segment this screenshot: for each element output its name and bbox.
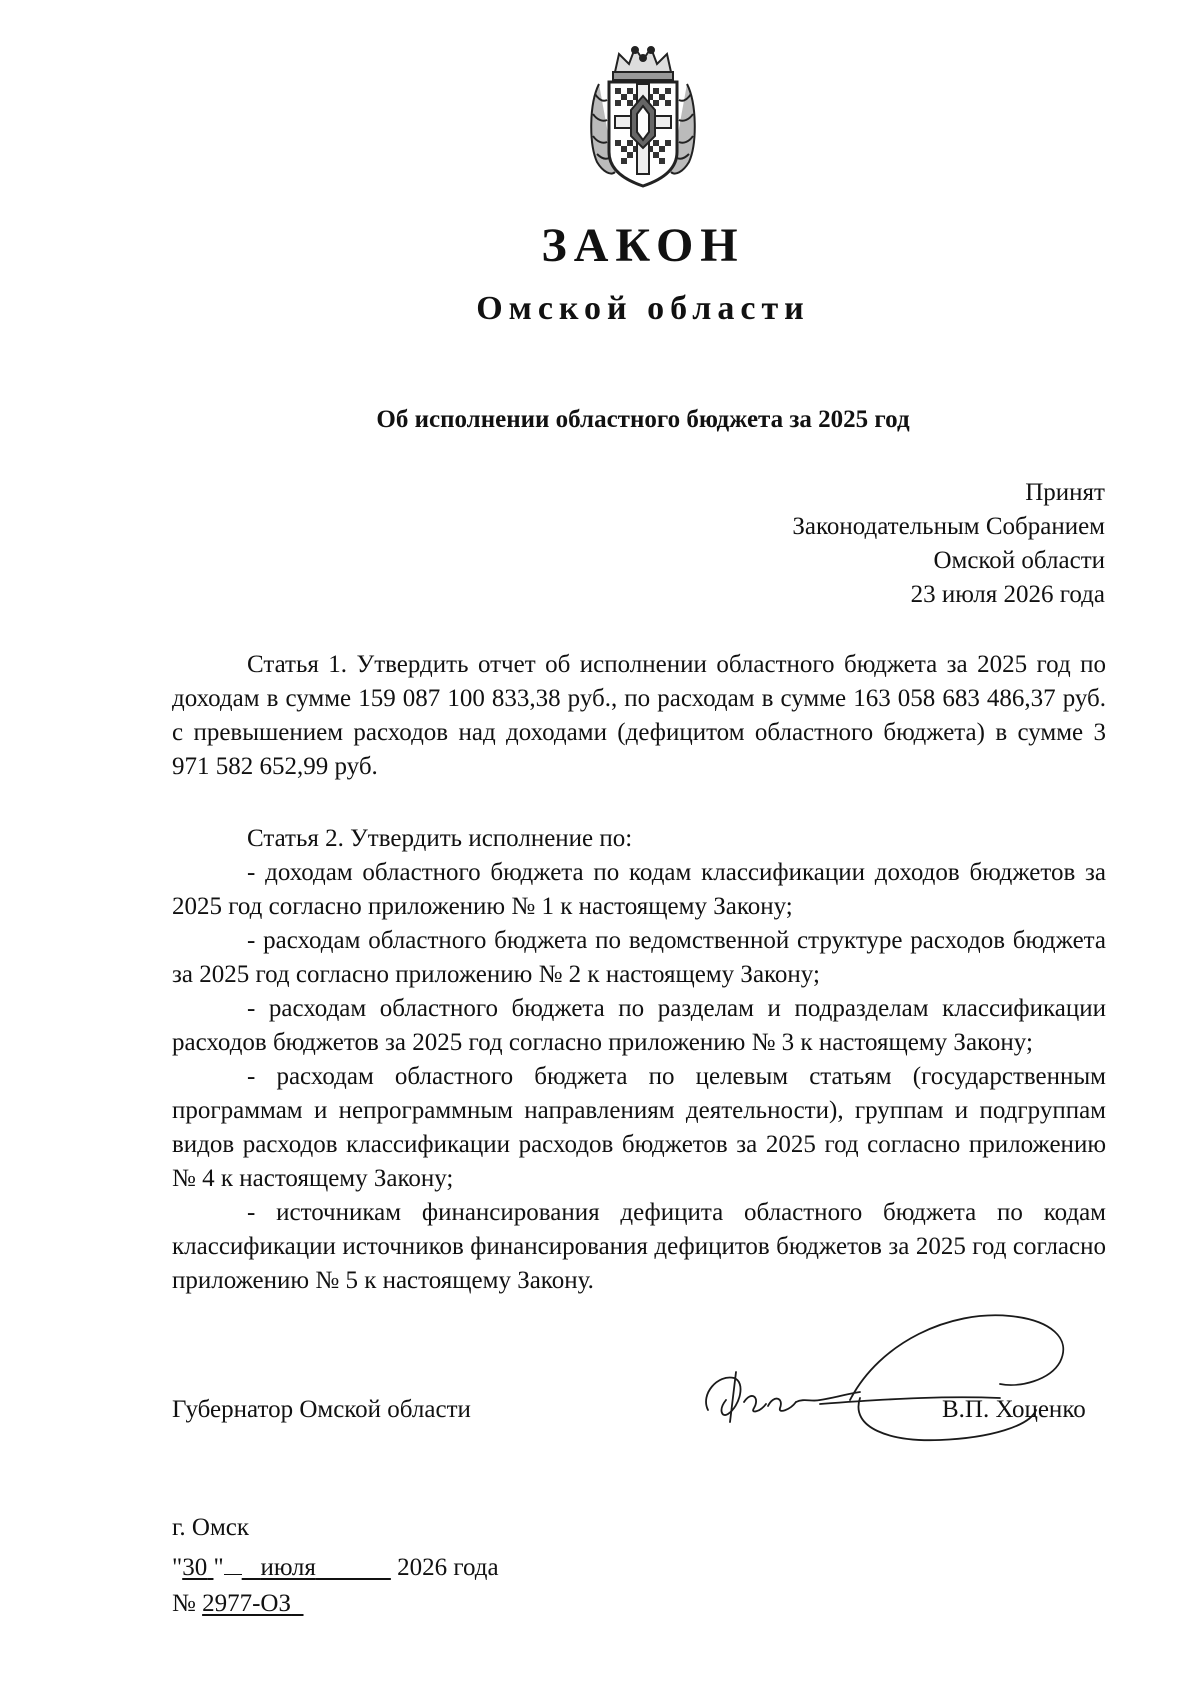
handwritten-signature	[700, 1302, 1090, 1452]
article-2-item: - расходам областного бюджета по целевым статьям (государственным программам и непрограммным направлениям деятельности), группам и подгруппам видов расходов классификации расходов бюджетов за 2025 год согласно приложению № 4 к настоящему Закону;	[172, 1063, 1106, 1192]
issuing-region-subtitle: Омской области	[476, 290, 810, 327]
article-1	[172, 648, 1106, 784]
adoption-line: Принят	[1025, 479, 1105, 506]
article-2-item: - расходам областного бюджета по ведомственной структуре расходов бюджета за 2025 год согласно приложению № 2 к настоящему Закону;	[172, 927, 1106, 988]
signatory-position: Губернатор Омской области	[172, 1396, 471, 1423]
date-quote: "	[172, 1554, 183, 1581]
signatory-name: В.П. Хоценко	[942, 1396, 1086, 1423]
adoption-block	[545, 476, 1105, 612]
document-type-title: ЗАКОН	[541, 219, 745, 272]
adoption-line: Омской области	[933, 547, 1105, 574]
coat-of-arms-emblem	[585, 44, 701, 190]
date-month: июля	[260, 1554, 316, 1581]
law-number	[172, 1590, 304, 1618]
law-number-value: 2977-ОЗ	[202, 1590, 292, 1617]
article-2-item: - доходам областного бюджета по кодам классификации доходов бюджетов за 2025 год согласно приложению № 1 к настоящему Закону;	[172, 859, 1106, 920]
article-2-lead: Статья 2. Утвердить исполнение по:	[247, 825, 633, 852]
adoption-date: 23 июля 2026 года	[910, 581, 1105, 608]
law-heading: Об исполнении областного бюджета за 2025 год	[376, 406, 910, 433]
article-2-item: - источникам финансирования дефицита областного бюджета по кодам классификации источников финансирования дефицитов бюджетов за 2025 год согласно приложению № 5 к настоящему Закону.	[172, 1199, 1106, 1294]
number-sign: №	[172, 1590, 196, 1617]
date-quote: "	[213, 1554, 224, 1581]
article-2-item: - расходам областного бюджета по разделам и подразделам классификации расходов бюджетов за 2025 год согласно приложению № 3 к настоящему Закону;	[172, 995, 1106, 1056]
place-of-signing: г. Омск	[172, 1514, 250, 1541]
adoption-line: Законодательным Собранием	[792, 513, 1105, 540]
date-day: 30	[182, 1554, 208, 1581]
article-1-text: Статья 1. Утвердить отчет об исполнении областного бюджета за 2025 год по доходам в сумме 159 087 100 833,38 руб., по расходам в сумме 163 058 683 486,37 руб. с превышением расходов над доходами (дефицитом областного бюджета) в сумме 3 971 582 652,99 руб.	[172, 651, 1106, 780]
article-2	[172, 822, 1106, 1298]
date-year: 2026 года	[397, 1554, 499, 1581]
signing-date	[172, 1552, 499, 1582]
